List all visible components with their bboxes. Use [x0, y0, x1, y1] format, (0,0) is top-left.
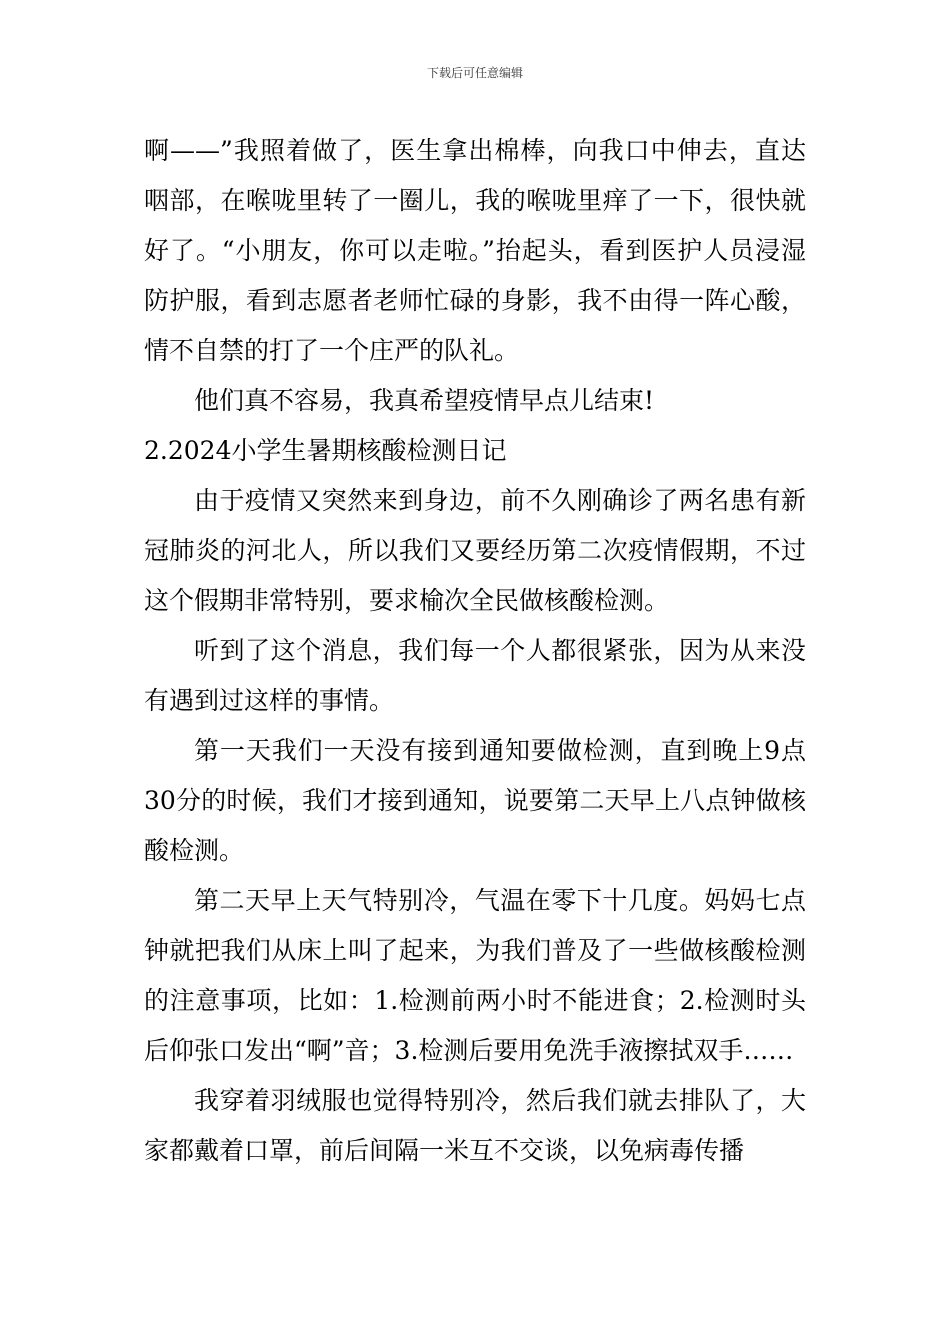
paragraph: 第一天我们一天没有接到通知要做检测，直到晚上9点30分的时候，我们才接到通知，说要第二天早上八点钟做核酸检测。 [144, 736, 806, 865]
page-header: 下载后可任意编辑 [426, 66, 523, 80]
paragraph: 由于疫情又突然来到身边，前不久刚确诊了两名患有新冠肺炎的河北人，所以我们又要经历第二次疫情假期，不过这个假期非常特别，要求榆次全民做核酸检测。 [144, 486, 806, 615]
section-heading: 2.2024小学生暑期核酸检测日记 [144, 436, 507, 465]
paragraph-continuation: 啊——”我照着做了，医生拿出棉棒，向我口中伸去，直达咽部，在喉咙里转了一圈儿，我的喉咙里痒了一下，很快就好了。“小朋友，你可以走啦。”抬起头，看到医护人员浸湿防护服，看到志愿者老师忙碌的身影，我不由得一阵心酸，情不自禁的打了一个庄严的队礼。 [144, 136, 806, 365]
paragraph: 他们真不容易，我真希望疫情早点儿结束! [194, 386, 655, 415]
paragraph: 听到了这个消息，我们每一个人都很紧张，因为从来没有遇到过这样的事情。 [144, 636, 806, 715]
paragraph: 第二天早上天气特别冷，气温在零下十几度。妈妈七点钟就把我们从床上叫了起来，为我们普及了一些做核酸检测的注意事项，比如：1.检测前两小时不能进食；2.检测时头后仰张口发出“啊”音；3.检测后要用免洗手液擦拭双手…… [144, 886, 806, 1065]
paragraph: 我穿着羽绒服也觉得特别冷，然后我们就去排队了，大家都戴着口罩，前后间隔一米互不交谈，以免病毒传播 [144, 1086, 806, 1165]
document-body [144, 126, 806, 1176]
